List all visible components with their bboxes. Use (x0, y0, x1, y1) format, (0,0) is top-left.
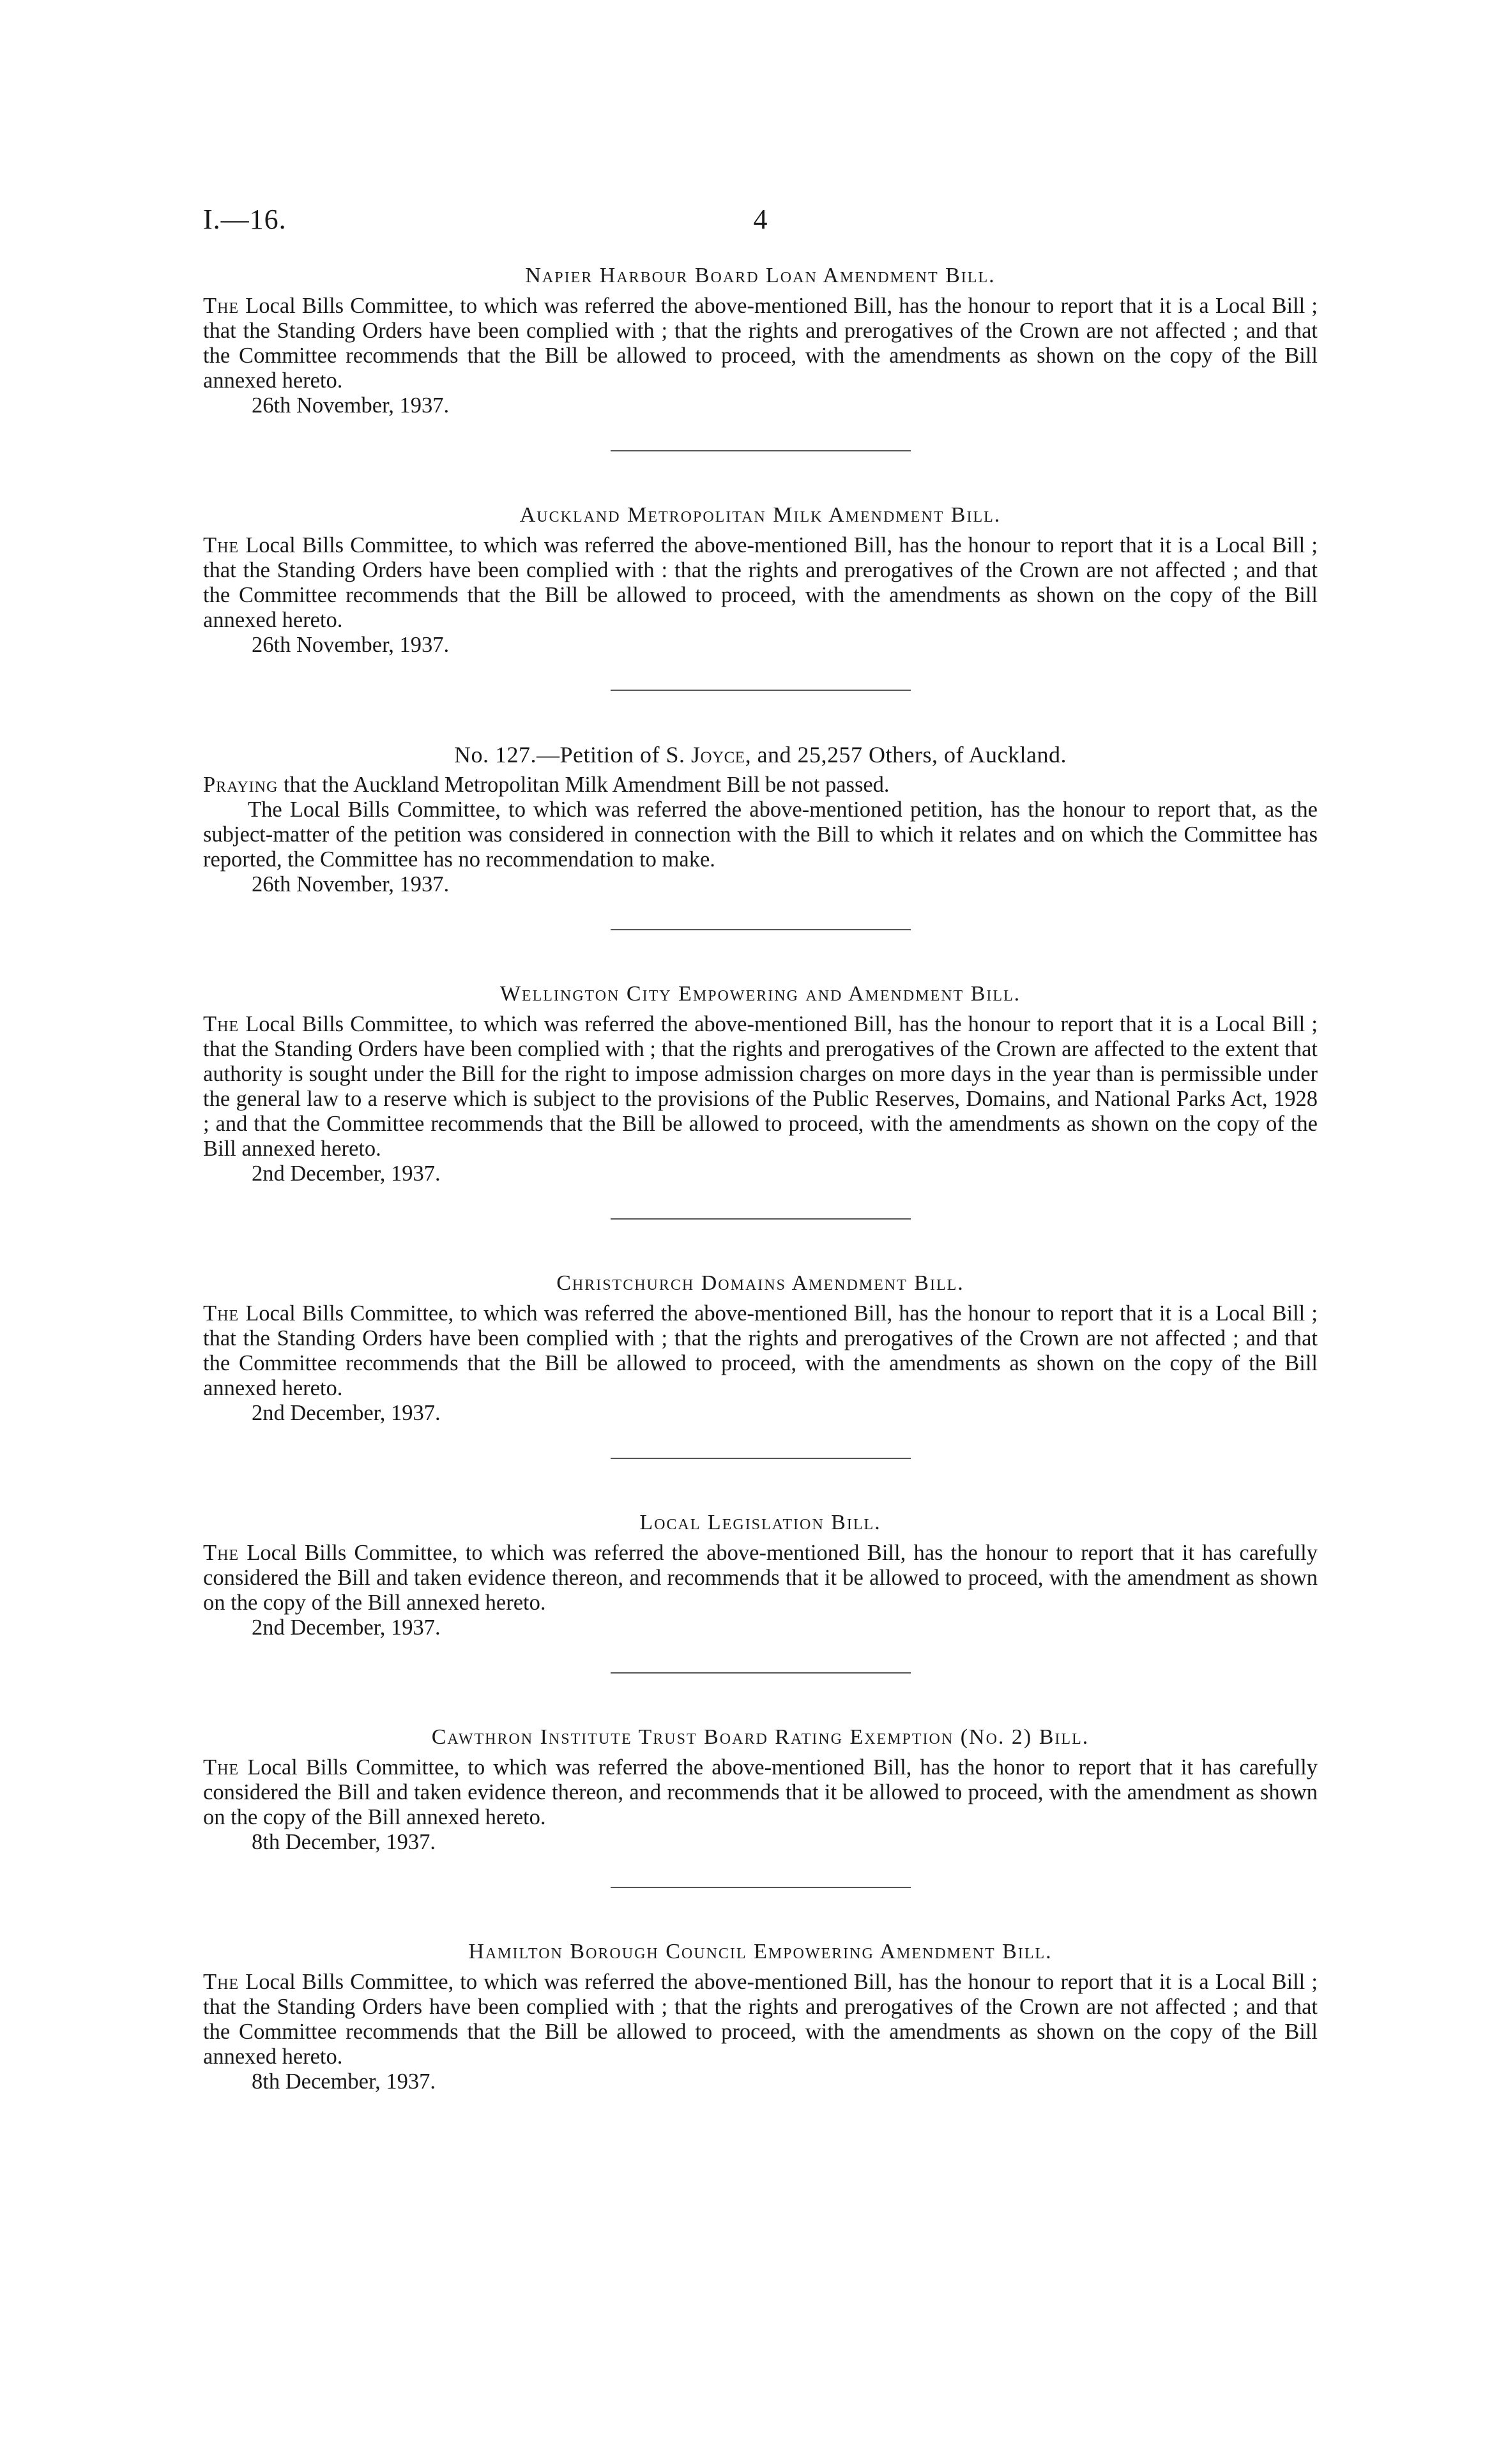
praying-text: that the Auckland Metropolitan Milk Amendment Bill be not passed. (283, 773, 890, 797)
section-title: Wellington City Empowering and Amendment Bill. (499, 982, 1021, 1006)
lead-word: The (203, 1301, 240, 1326)
petitioner-name: Joyce (691, 742, 745, 767)
section-divider (611, 450, 911, 451)
section-divider (611, 1458, 911, 1459)
report-date: 2nd December, 1937. (252, 1161, 441, 1186)
report-paragraph (203, 1301, 1318, 1401)
section-divider (611, 1672, 911, 1674)
petition-title-suffix: , and 25,257 Others, of Auckland. (745, 742, 1067, 767)
praying-lead: Praying (203, 773, 278, 797)
petition-joyce (203, 741, 1318, 897)
report-paragraph: The Local Bills Committee, to which was referred the above-mentioned petition, has the honour to report that, as the subject-matter of the petition was considered in connection with the Bill to which it relates and on which the Committee has reported, the Committee has no recommendation to make. (203, 797, 1318, 872)
page-number: 4 (753, 204, 768, 235)
report-paragraph (203, 533, 1318, 633)
section-title: Auckland Metropolitan Milk Amendment Bill. (519, 503, 1001, 527)
report-wellington-city (203, 980, 1318, 1186)
report-hamilton-borough (203, 1938, 1318, 2094)
section-title: Napier Harbour Board Loan Amendment Bill. (525, 264, 996, 287)
section-title: Christchurch Domains Amendment Bill. (556, 1271, 964, 1295)
report-text: Local Bills Committee, to which was referred the above-mentioned Bill, has the honour to report that it is a Local Bill ; that the Standing Orders have been complied with ; that the rights and prerogatives of the Crown are not affected ; and that the Committee recommends that the Bill be allowed to proceed, with the amendments as shown on the copy of the Bill annexed hereto. (203, 294, 1318, 393)
report-text: Local Bills Committee, to which was referred the above-mentioned Bill, has the honour to report that it is a Local Bill ; that the Standing Orders have been complied with ; that the rights and prerogatives of the Crown are affected to the extent that authority is sought under the Bill for the right to impose admission charges on more days in the year than is permissible under the general law to a reserve which is subject to the provisions of the Public Reserves, Domains, and National Parks Act, 1928 ; and that the Committee recommends that the Bill be allowed to proceed, with the amendments as shown on the copy of the Bill annexed hereto. (203, 1012, 1318, 1161)
report-paragraph (203, 294, 1318, 393)
report-paragraph (203, 1541, 1318, 1615)
lead-word: The (203, 294, 240, 318)
report-date: 26th November, 1937. (252, 633, 450, 657)
report-date: 26th November, 1937. (252, 872, 450, 896)
report-text: Local Bills Committee, to which was referred the above-mentioned Bill, has the honour to report that it is a Local Bill ; that the Standing Orders have been complied with : that the rights and prerogatives of the Crown are not affected ; and that the Committee recommends that the Bill be allowed to proceed, with the amendments as shown on the copy of the Bill annexed hereto. (203, 533, 1318, 632)
report-date: 2nd December, 1937. (252, 1401, 441, 1425)
petition-title-prefix: No. 127.—Petition of S. (453, 742, 691, 767)
praying-paragraph (203, 773, 1318, 797)
report-paragraph (203, 1970, 1318, 2069)
report-text: Local Bills Committee, to which was referred the above-mentioned Bill, has the honour to report that it is a Local Bill ; that the Standing Orders have been complied with ; that the rights and prerogatives of the Crown are not affected ; and that the Committee recommends that the Bill be allowed to proceed, with the amendments as shown on the copy of the Bill annexed hereto. (203, 1301, 1318, 1400)
section-divider (611, 690, 911, 691)
lead-word: The (203, 1541, 240, 1565)
report-text: Local Bills Committee, to which was referred the above-mentioned Bill, has the honour to report that it is a Local Bill ; that the Standing Orders have been complied with ; that the rights and prerogatives of the Crown are not affected ; and that the Committee recommends that the Bill be allowed to proceed, with the amendments as shown on the copy of the Bill annexed hereto. (203, 1970, 1318, 2069)
lead-word: The (203, 1970, 240, 1994)
report-date: 2nd December, 1937. (252, 1615, 441, 1640)
report-date: 8th December, 1937. (252, 1830, 436, 1854)
report-date: 26th November, 1937. (252, 393, 450, 418)
report-napier-harbour (203, 262, 1318, 418)
report-christchurch-domains (203, 1269, 1318, 1426)
section-divider (611, 929, 911, 930)
report-auckland-milk (203, 501, 1318, 658)
report-paragraph (203, 1012, 1318, 1161)
section-title: Local Legislation Bill. (639, 1511, 881, 1534)
report-date: 8th December, 1937. (252, 2069, 436, 2094)
report-text: Local Bills Committee, to which was referred the above-mentioned Bill, has the honour to report that it has carefully considered the Bill and taken evidence thereon, and recommends that it be allowed to proceed, with the amendment as shown on the copy of the Bill annexed hereto. (203, 1541, 1318, 1615)
report-local-legislation (203, 1509, 1318, 1640)
section-title (203, 741, 1318, 769)
lead-word: The (203, 1755, 240, 1780)
section-divider (611, 1218, 911, 1220)
section-title: Hamilton Borough Council Empowering Amendment Bill. (468, 1940, 1053, 1963)
document-body (203, 262, 1318, 2094)
page-header (203, 203, 1318, 241)
report-cawthron-institute (203, 1723, 1318, 1855)
lead-word: The (203, 533, 240, 557)
report-text: Local Bills Committee, to which was referred the above-mentioned Bill, has the honor to report that it has carefully considered the Bill and taken evidence thereon, and recommends that it be allowed to proceed, with the amendment as shown on the copy of the Bill annexed hereto. (203, 1755, 1318, 1829)
section-divider (611, 1887, 911, 1888)
lead-word: The (203, 1012, 240, 1036)
section-title: Cawthron Institute Trust Board Rating Exemption (No. 2) Bill. (431, 1725, 1090, 1749)
report-paragraph (203, 1755, 1318, 1830)
document-reference: I.—16. (203, 204, 287, 235)
